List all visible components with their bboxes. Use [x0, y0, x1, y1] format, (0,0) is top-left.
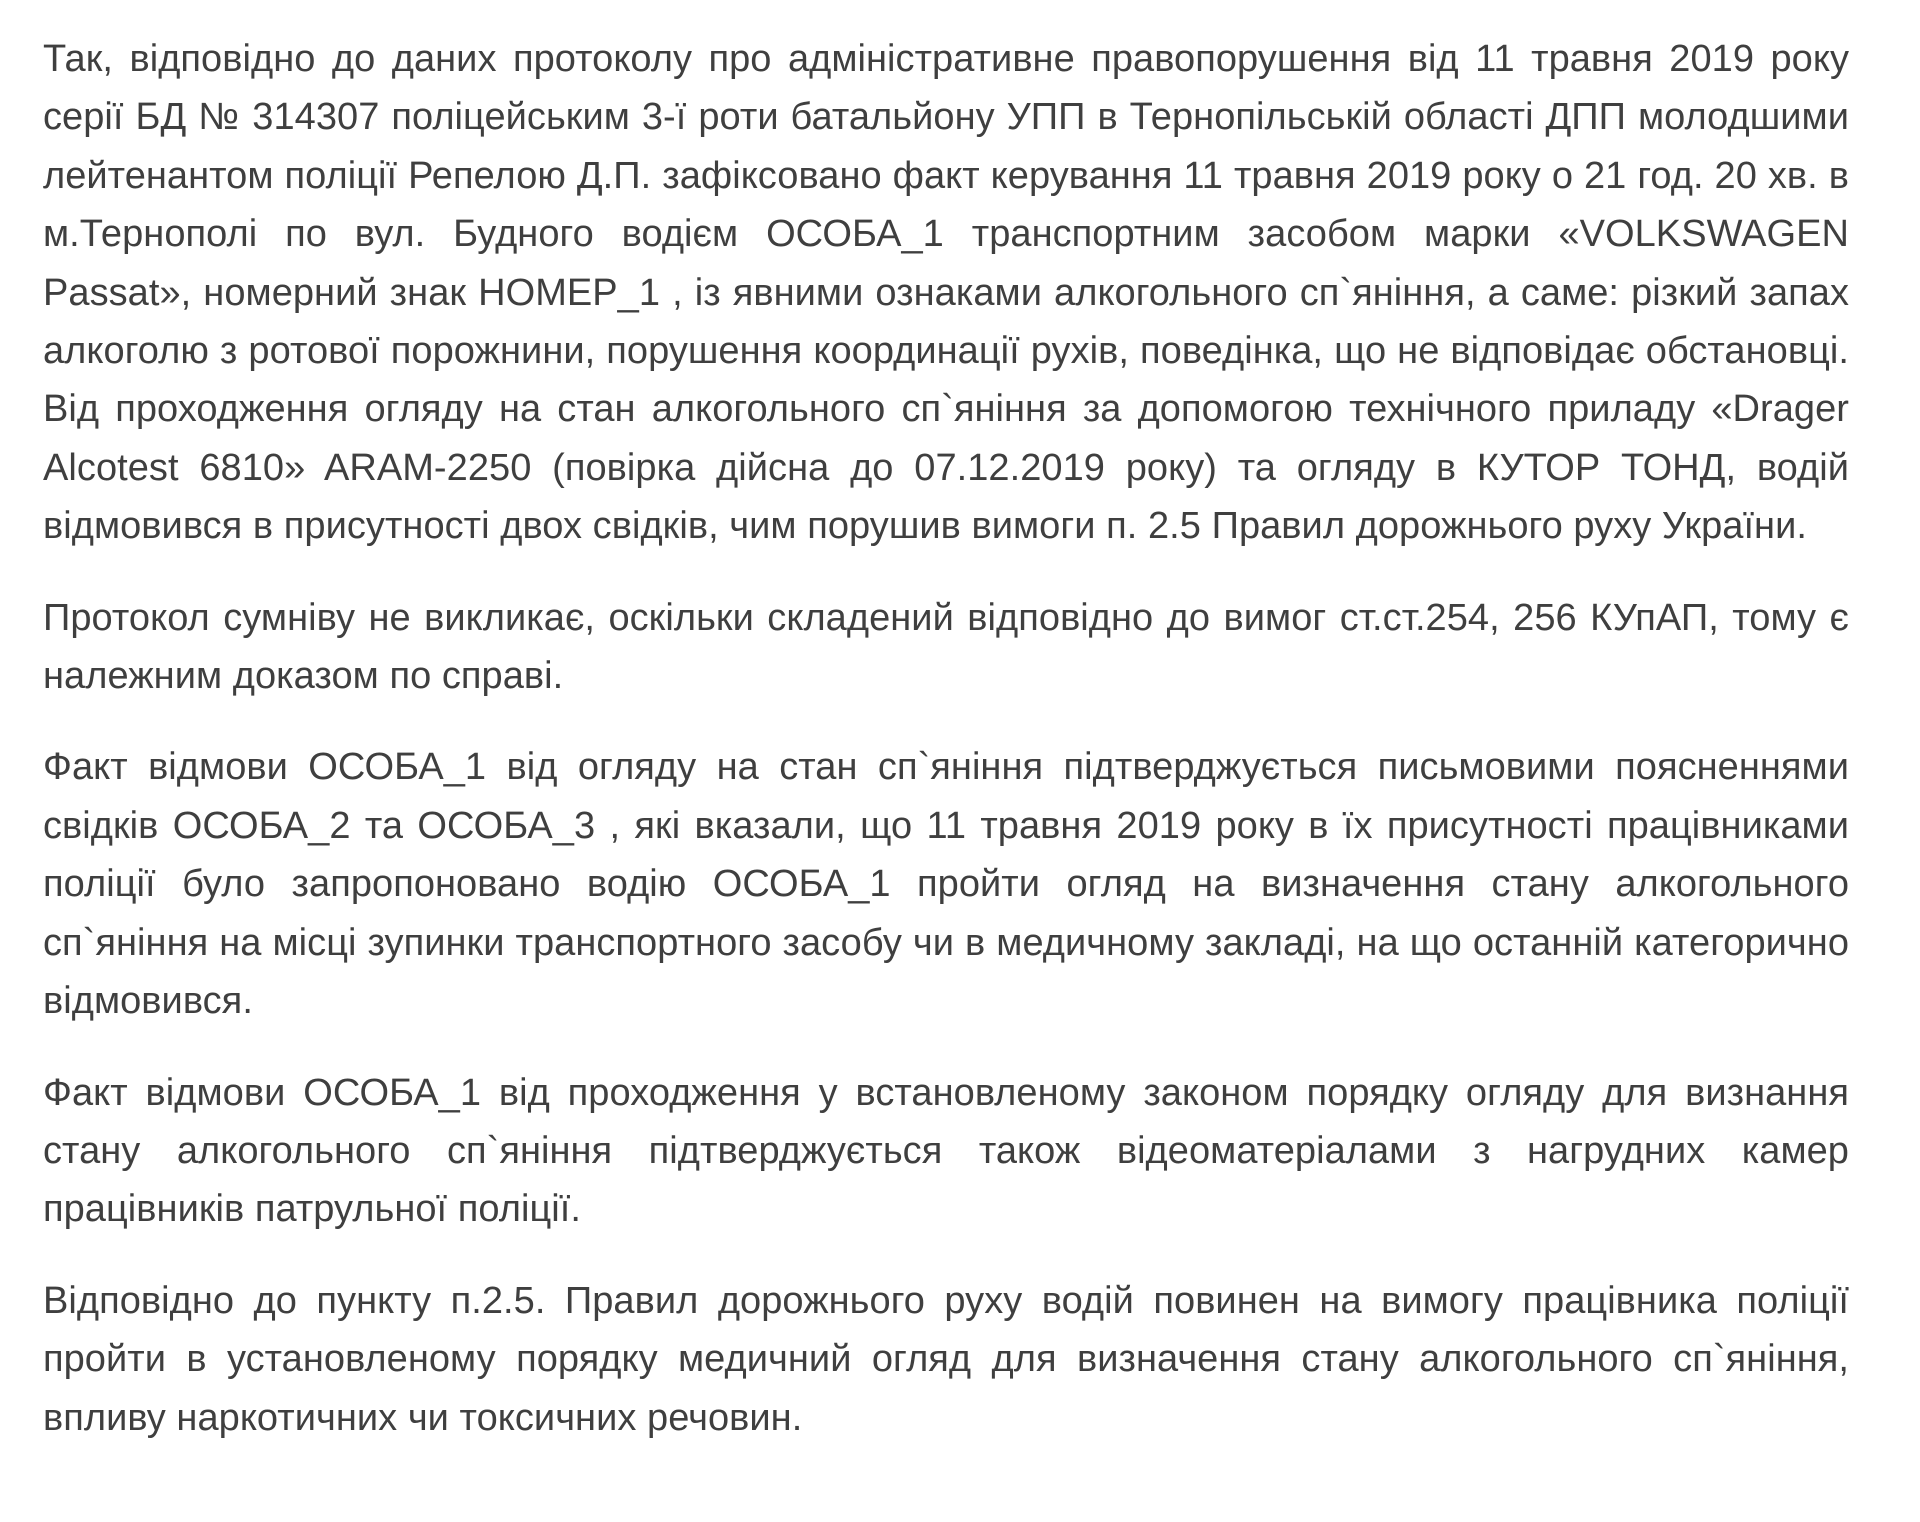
paragraph-protocol-details: Так, відповідно до даних протоколу про адміністративне правопорушення від 11 травня 2019 року серії БД № 314307 поліцейським 3-ї роти батальйону УПП в Тернопільській області ДПП молодшими лейтенантом поліції Репелою Д.П. зафіксовано факт керування 11 травня 2019 року о 21 год. 20 хв. в м.Тернополі по вул. Будного водієм ОСОБА_1 транспортним засобом марки «VOLKSWAGEN Passat», номерний знак НОМЕР_1 , із явними ознаками алкогольного сп`яніння, а саме: різкий запах алкоголю з ротової порожнини, порушення координації рухів, поведінка, що не відповідає обстановці. Від проходження огляду на стан алкогольного сп`яніння за допомогою технічного приладу «Drager Alcotest 6810» ARAM-2250 (повірка дійсна до 07.12.2019 року) та огляду в КУТОР ТОНД, водій відмовився в присутності двох свідків, чим порушив вимоги п. 2.5 Правил дорожнього руху України. [43, 38, 1849, 548]
paragraph-traffic-rule: Відповідно до пункту п.2.5. Правил дорожнього руху водій повинен на вимогу працівника поліції пройти в установленому порядку медичний огляд для визначення стану алкогольного сп`яніння, впливу наркотичних чи токсичних речовин. [43, 1279, 1849, 1439]
paragraph-protocol-validity: Протокол сумніву не викликає, оскільки складений відповідно до вимог ст.ст.254, 256 КУпАП, тому є належним доказом по справі. [43, 596, 1849, 698]
paragraph-video-evidence: Факт відмови ОСОБА_1 від проходження у встановленому законом порядку огляду для визнання стану алкогольного сп`яніння підтверджується також відеоматеріалами з нагрудних камер працівників патрульної поліції. [43, 1071, 1849, 1231]
paragraph-witness-statements: Факт відмови ОСОБА_1 від огляду на стан сп`яніння підтверджується письмовими поясненнями свідків ОСОБА_2 та ОСОБА_3 , які вказали, що 11 травня 2019 року в їх присутності працівниками поліції було запропоновано водію ОСОБА_1 пройти огляд на визначення стану алкогольного сп`яніння на місці зупинки транспортного засобу чи в медичному закладі, на що останній категорично відмовився. [43, 746, 1849, 1023]
